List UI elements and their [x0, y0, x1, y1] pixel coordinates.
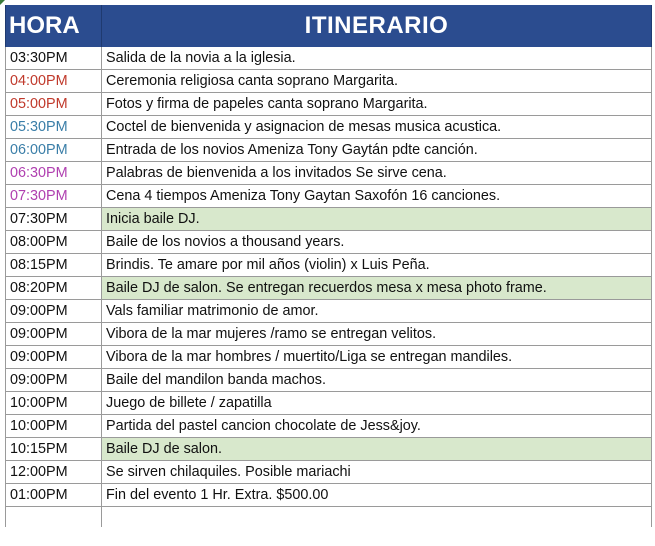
table-row [6, 70, 652, 93]
table-row [6, 392, 652, 415]
table-row [6, 231, 652, 254]
table-row [6, 93, 652, 116]
time-cell[interactable]: 10:00PM [6, 415, 102, 438]
time-cell[interactable]: 10:00PM [6, 392, 102, 415]
header-itinerario[interactable]: ITINERARIO [102, 5, 652, 47]
activity-cell[interactable]: Vibora de la mar mujeres /ramo se entregan velitos. [102, 323, 652, 346]
time-cell[interactable]: 06:30PM [6, 162, 102, 185]
time-cell[interactable]: 05:00PM [6, 93, 102, 116]
empty-row [6, 507, 652, 528]
table-row [6, 346, 652, 369]
time-cell[interactable]: 06:00PM [6, 139, 102, 162]
table-row [6, 208, 652, 231]
activity-cell[interactable]: Baile DJ de salon. [102, 438, 652, 461]
activity-cell[interactable]: Ceremonia religiosa canta soprano Margarita. [102, 70, 652, 93]
time-cell[interactable]: 05:30PM [6, 116, 102, 139]
table-row [6, 300, 652, 323]
table-row [6, 185, 652, 208]
activity-cell[interactable]: Coctel de bienvenida y asignacion de mesas musica acustica. [102, 116, 652, 139]
time-cell[interactable]: 09:00PM [6, 300, 102, 323]
time-cell[interactable]: 01:00PM [6, 484, 102, 507]
activity-cell[interactable]: Entrada de los novios Ameniza Tony Gaytán pdte canción. [102, 139, 652, 162]
table-row [6, 162, 652, 185]
empty-time-cell[interactable] [6, 507, 102, 528]
activity-cell[interactable]: Vibora de la mar hombres / muertito/Liga se entregan mandiles. [102, 346, 652, 369]
time-cell[interactable]: 08:20PM [6, 277, 102, 300]
itinerary-sheet [5, 5, 652, 527]
activity-cell[interactable]: Partida del pastel cancion chocolate de Jess&joy. [102, 415, 652, 438]
itinerary-table [5, 5, 652, 527]
table-row [6, 323, 652, 346]
table-row [6, 277, 652, 300]
table-row [6, 254, 652, 277]
time-cell[interactable]: 04:00PM [6, 70, 102, 93]
activity-cell[interactable]: Baile del mandilon banda machos. [102, 369, 652, 392]
table-row [6, 415, 652, 438]
activity-cell[interactable]: Fin del evento 1 Hr. Extra. $500.00 [102, 484, 652, 507]
activity-cell[interactable]: Vals familiar matrimonio de amor. [102, 300, 652, 323]
activity-cell[interactable]: Baile DJ de salon. Se entregan recuerdos mesa x mesa photo frame. [102, 277, 652, 300]
activity-cell[interactable]: Baile de los novios a thousand years. [102, 231, 652, 254]
activity-cell[interactable]: Cena 4 tiempos Ameniza Tony Gaytan Saxofón 16 canciones. [102, 185, 652, 208]
time-cell[interactable]: 10:15PM [6, 438, 102, 461]
header-row [6, 5, 652, 47]
time-cell[interactable]: 09:00PM [6, 369, 102, 392]
table-row [6, 47, 652, 70]
activity-cell[interactable]: Palabras de bienvenida a los invitados Se sirve cena. [102, 162, 652, 185]
table-row [6, 438, 652, 461]
empty-activity-cell[interactable] [102, 507, 652, 528]
time-cell[interactable]: 03:30PM [6, 47, 102, 70]
time-cell[interactable]: 07:30PM [6, 208, 102, 231]
activity-cell[interactable]: Juego de billete / zapatilla [102, 392, 652, 415]
table-row [6, 484, 652, 507]
time-cell[interactable]: 08:00PM [6, 231, 102, 254]
table-row [6, 139, 652, 162]
activity-cell[interactable]: Inicia baile DJ. [102, 208, 652, 231]
time-cell[interactable]: 07:30PM [6, 185, 102, 208]
table-row [6, 369, 652, 392]
table-row [6, 461, 652, 484]
activity-cell[interactable]: Fotos y firma de papeles canta soprano Margarita. [102, 93, 652, 116]
time-cell[interactable]: 09:00PM [6, 346, 102, 369]
time-cell[interactable]: 09:00PM [6, 323, 102, 346]
table-row [6, 116, 652, 139]
time-cell[interactable]: 08:15PM [6, 254, 102, 277]
activity-cell[interactable]: Salida de la novia a la iglesia. [102, 47, 652, 70]
activity-cell[interactable]: Brindis. Te amare por mil años (violin) x Luis Peña. [102, 254, 652, 277]
time-cell[interactable]: 12:00PM [6, 461, 102, 484]
activity-cell[interactable]: Se sirven chilaquiles. Posible mariachi [102, 461, 652, 484]
header-hora[interactable]: HORA [6, 5, 102, 47]
